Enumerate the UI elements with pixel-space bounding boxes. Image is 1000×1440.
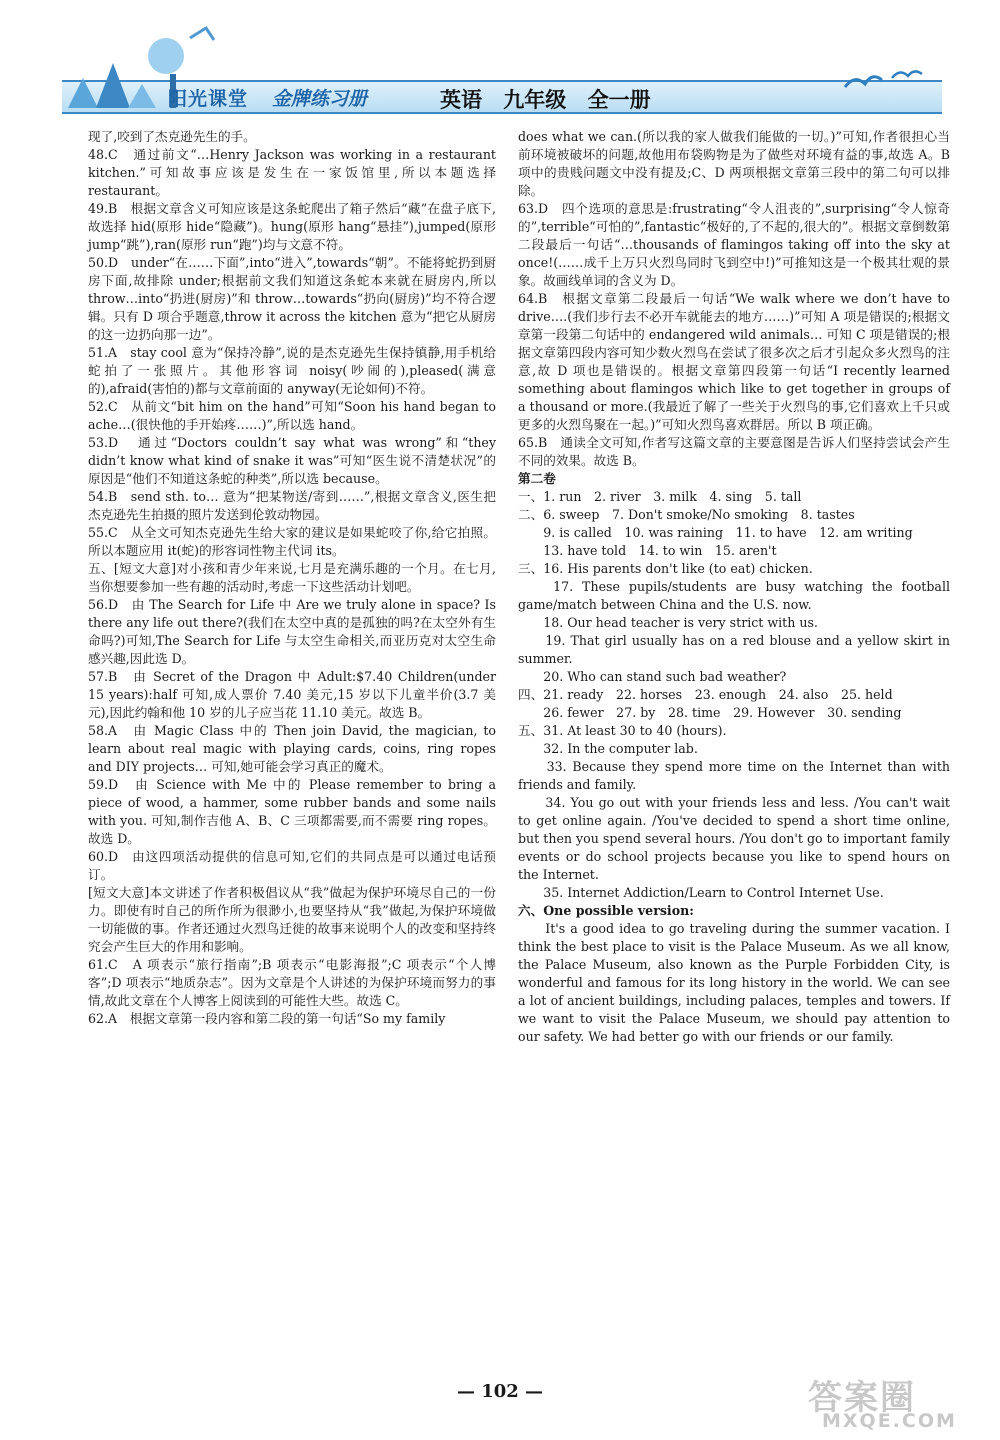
- answer-row: 18. Our head teacher is very strict with us.: [518, 615, 818, 630]
- watermark-url: MXQE.COM: [822, 1410, 957, 1432]
- answer-paragraph: 63.D 四个选项的意思是:frustrating“令人沮丧的”,surprising“令人惊奇的”,terrible“可怕的”,fantastic“极好的,了不起的,很大的”。根据文章倒数第二段最后一句话“…thousands of flamingos taking off into the sky at once!(……成千上万只火烈鸟同时飞到空中!)”可推知这是一个极其壮观的景象。故画线单词的含义为 D。: [518, 201, 950, 288]
- writing-title: 六、One possible version:: [518, 903, 694, 918]
- answer-paragraph: 54.B send sth. to… 意为“把某物送/寄到……”,根据文章含义,医生把杰克逊先生拍摄的照片发送到伦敦动物园。: [88, 489, 496, 522]
- answer-row: 17. These pupils/students are busy watching the football game/match between China and the U.S. now.: [518, 579, 950, 612]
- birds-icon: [840, 62, 930, 102]
- book-title: 英语 九年级 全一册: [440, 88, 651, 112]
- answer-paragraph: 55.C 从全文可知杰克逊先生给大家的建议是如果蛇咬了你,给它拍照。所以本题应用 it(蛇)的形容词性物主代词 its。: [88, 525, 496, 558]
- answer-row: 20. Who can stand such bad weather?: [518, 669, 787, 684]
- answer-row: 二、6. sweep 7. Don't smoke/No smoking 8. tastes: [518, 507, 855, 522]
- answer-row: 13. have told 14. to win 15. aren't: [518, 543, 777, 558]
- answer-paragraph: 50.D under“在……下面”,into“进入”,towards“朝”。不能将蛇扔到厨房下面,故排除 under;根据前文我们知道这条蛇本来就在厨房内,所以 throw…into“扔进(厨房)”和 throw…towards“扔向(厨房)”均不符合逻辑。只有 D 项合乎题意,throw it across the kitchen 意为“把它从厨房的这一边扔向那一边”。: [88, 255, 496, 342]
- answer-paragraph: 48.C 通过前文“…Henry Jackson was working in a restaurant kitchen.”可知故事应该是发生在一家饭馆里,所以本题选择 restaurant。: [88, 147, 496, 198]
- answer-paragraph: 56.D 由 The Search for Life 中 Are we truly alone in space? Is there any life out there?(我们在太空中真的是孤独的吗?在太空外有生命吗?)可知,The Search for Life 与太空生命相关,而亚历克对太空生命感兴趣,因此选 D。: [88, 597, 496, 666]
- answer-paragraph: 64.B 根据文章第二段最后一句话“We walk where we don’t have to drive….(我们步行去不必开车就能去的地方……)”可知 A 项是错误的;根据文章第一段第二句话中的 endangered wild animals… 可知 C 项是错误的;根据文章第四段内容可知少数火烈鸟在尝试了很多次之后才引起众多火烈鸟的注意,故 D 项也是错误的。根据文章第四段第一句话“I recently learned something about flamingos which like to get together in groups of a thousand or more.(我最近了解了一些关于火烈鸟的事,它们喜欢上千只或更多的火烈鸟聚在一起。)”可知火烈鸟喜欢群居。所以 B 项正确。: [518, 291, 950, 432]
- brand-title: 阳光课堂: [168, 88, 249, 110]
- answer-paragraph: does what we can.(所以我的家人做我们能做的一切。)”可知,作者很担心当前环境被破坏的问题,故他用布袋购物是为了做些对环境有益的事,故选 A。B 项中的贵贱问题文中没有提及;C、D 两项根据文章第三段中的第二句可以排除。: [518, 129, 950, 198]
- watermark: [800, 1370, 990, 1432]
- brand-subtitle: 金牌练习册: [272, 88, 368, 110]
- answer-row: 一、1. run 2. river 3. milk 4. sing 5. tall: [518, 489, 802, 504]
- answer-row: 34. You go out with your friends less and less. /You can't wait to get online again. /You've decided to spend a short time online, but then you spend several hours. /You don't go to important family events or do school projects because you like to spend hours on the Internet.: [518, 795, 950, 882]
- answer-row: 26. fewer 27. by 28. time 29. However 30. sending: [518, 705, 902, 720]
- watermark-logo: 答案圈: [808, 1378, 916, 1418]
- part2-title: 第二卷: [518, 471, 556, 486]
- page-header: [0, 0, 1000, 125]
- answer-paragraph: 62.A 根据文章第一段内容和第二段的第一句话“So my family: [88, 1011, 446, 1026]
- answer-paragraph: 57.B 由 Secret of the Dragon 中 Adult:$7.40 Children(under 15 years):half 可知,成人票价 7.40 美元,15 岁以下儿童半价(3.7 美元),因此约翰和他 10 岁的儿子应当花 11.10 美元。故选 B。: [88, 669, 496, 720]
- answer-paragraph: 59.D 由 Science with Me 中的 Please remember to bring a piece of wood, a hammer, some rubber bands and some nails with you. 可知,制作吉他 A、B、C 三项都需要,而不需要 ring ropes。故选 D。: [88, 777, 496, 846]
- answer-row: 三、16. His parents don't like (to eat) chicken.: [518, 561, 813, 576]
- right-column: [518, 128, 950, 1046]
- answer-row: 32. In the computer lab.: [518, 741, 698, 756]
- answer-paragraph: 51.A stay cool 意为“保持冷静”,说的是杰克逊先生保持镇静,用手机给蛇拍了一张照片。其他形容词 noisy(吵闹的),pleased(满意的),afraid(害怕的)都与文章前面的 anyway(无论如何)不符。: [88, 345, 496, 396]
- section-summary: [短文大意]本文讲述了作者积极倡议从“我”做起为保护环境尽自己的一份力。即使有时自己的所作所为很渺小,也要坚持从“我”做起,为保护环境做一切能做的事。作者还通过火烈鸟迁徙的故事来说明个人的改变和坚持终究会产生巨大的作用和影响。: [88, 885, 496, 954]
- answer-row: 四、21. ready 22. horses 23. enough 24. also 25. held: [518, 687, 893, 702]
- writing-sample: It's a good idea to go traveling during the summer vacation. I think the best place to visit is the Palace Museum. As we all know, the Palace Museum, also known as the Purple Forbidden City, is wonderful and famous for its long history in the world. We can see a lot of ancient buildings, including palaces, temples and towers. If we want to visit the Palace Museum, we should pay attention to our safety. We had better go with our friends or our family.: [518, 921, 950, 1044]
- answer-paragraph: 58.A 由 Magic Class 中的 Then join David, the magician, to learn about real magic with playing cards, coins, ring ropes and DIY projects… 可知,她可能会学习真正的魔术。: [88, 723, 496, 774]
- answer-row: 19. That girl usually has on a red blouse and a yellow skirt in summer.: [518, 633, 950, 666]
- answer-paragraph: 61.C A 项表示“旅行指南”;B 项表示“电影海报”;C 项表示“个人博客”;D 项表示“地质杂志”。因为文章是个人讲述的为保护环境而努力的事情,故此文章在个人博客上阅读到的可能性大些。故选 C。: [88, 957, 496, 1008]
- answer-paragraph: 65.B 通读全文可知,作者写这篇文章的主要意图是告诉人们坚持尝试会产生不同的效果。故选 B。: [518, 435, 950, 468]
- answer-row: 33. Because they spend more time on the Internet than with friends and family.: [518, 759, 950, 792]
- answer-row: 五、31. At least 30 to 40 (hours).: [518, 723, 727, 738]
- answer-paragraph: 52.C 从前文“bit him on the hand”可知“Soon his hand began to ache…(很快他的手开始疼……)”,所以选 hand。: [88, 399, 496, 432]
- page-number: — 102 —: [456, 1381, 544, 1402]
- answer-paragraph: 现了,咬到了杰克逊先生的手。: [88, 129, 256, 144]
- section-summary: 五、[短文大意]对小孩和青少年来说,七月是充满乐趣的一个月。在七月,当你想要参加一些有趣的活动时,考虑一下这些活动计划吧。: [88, 561, 496, 594]
- left-column: [88, 128, 496, 1028]
- answer-paragraph: 60.D 由这四项活动提供的信息可知,它们的共同点是可以通过电话预订。: [88, 849, 496, 882]
- answer-row: 9. is called 10. was raining 11. to have 12. am writing: [518, 525, 913, 540]
- answer-row: 35. Internet Addiction/Learn to Control Internet Use.: [518, 885, 884, 900]
- answer-paragraph: 49.B 根据文章含义可知应该是这条蛇爬出了箱子然后“藏”在盘子底下,故选择 hid(原形 hide“隐藏”)。hung(原形 hang“悬挂”),jumped(原形 jump“跳”),ran(原形 run“跑”)均与文意不符。: [88, 201, 496, 252]
- answer-paragraph: 53.D 通过“Doctors couldn’t say what was wrong”和“they didn’t know what kind of snake it was”可知“医生说不清楚状况”的原因是“他们不知道这条蛇的种类”,所以选 because。: [88, 435, 496, 486]
